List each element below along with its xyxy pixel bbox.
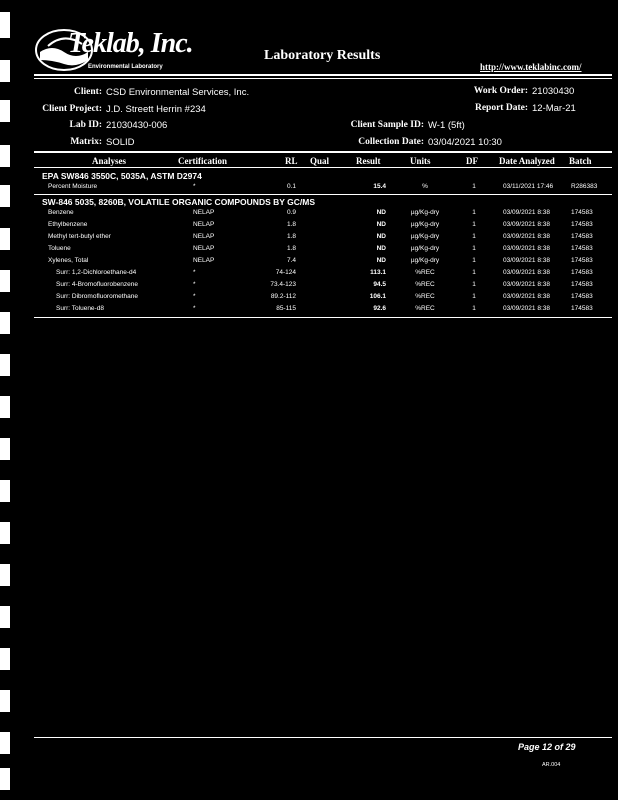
cell-batch: 174583 (571, 245, 593, 252)
cell-rl: 74-124 (275, 269, 296, 276)
strip-mark (0, 732, 10, 754)
strip-mark (0, 354, 10, 376)
strip-mark (0, 100, 10, 122)
footer-rule (34, 737, 612, 738)
cell-analysis: Ethylbenzene (48, 221, 88, 228)
table-row (0, 269, 618, 281)
strip-mark (0, 522, 10, 544)
table-row (0, 257, 618, 269)
cell-date-analyzed: 03/09/2021 8:38 (503, 209, 550, 216)
col-rl: RL (285, 156, 298, 166)
table-top-rule (34, 151, 612, 153)
cell-certification: NELAP (193, 233, 215, 240)
strip-mark (0, 396, 10, 418)
collection-date-label: Collection Date: (358, 137, 424, 147)
cell-batch: 174583 (571, 305, 593, 312)
lab-id-value: 21030430-006 (106, 120, 168, 131)
cell-analysis: Benzene (48, 209, 74, 216)
cell-df: 1 (472, 183, 476, 190)
cell-units: µg/Kg-dry (410, 233, 440, 240)
header-rule-thin (34, 78, 612, 79)
cell-units: % (422, 183, 428, 190)
strip-mark (0, 606, 10, 628)
cell-certification: * (193, 183, 196, 190)
footer-code: AR.004 (542, 762, 561, 768)
cell-result: ND (376, 245, 386, 252)
cell-df: 1 (472, 245, 476, 252)
table-bottom-rule (34, 317, 612, 318)
cell-units: µg/Kg-dry (410, 209, 440, 216)
cell-analysis: Percent Moisture (48, 183, 98, 190)
cell-certification: NELAP (193, 245, 215, 252)
cell-date-analyzed: 03/09/2021 8:38 (503, 245, 550, 252)
cell-units: %REC (415, 269, 435, 276)
client-label: Client: (74, 87, 102, 97)
client-sample-id-label: Client Sample ID: (350, 120, 424, 130)
cell-analysis: Xylenes, Total (48, 257, 89, 264)
cell-result: ND (376, 233, 386, 240)
table-row (0, 281, 618, 293)
strip-mark (0, 12, 10, 38)
cell-certification: * (193, 269, 196, 276)
cell-rl: 0.9 (286, 209, 296, 216)
cell-certification: * (193, 305, 196, 312)
col-result: Result (356, 156, 381, 166)
table-row (0, 233, 618, 245)
cell-certification: * (193, 293, 196, 300)
logo-subtitle: Environmental Laboratory (88, 64, 163, 70)
matrix-value: SOLID (106, 137, 135, 148)
client-sample-id-value: W-1 (5ft) (428, 120, 465, 131)
cell-certification: * (193, 281, 196, 288)
cell-date-analyzed: 03/09/2021 8:38 (503, 305, 550, 312)
cell-rl: 85-115 (276, 305, 296, 312)
cell-result: ND (376, 209, 386, 216)
cell-batch: 174583 (571, 293, 593, 300)
strip-mark (0, 145, 10, 167)
cell-rl: 1.8 (286, 245, 296, 252)
cell-batch: 174583 (571, 257, 593, 264)
strip-mark (0, 690, 10, 712)
cell-rl: 1.8 (286, 233, 296, 240)
report-date-value: 12-Mar-21 (532, 103, 576, 114)
cell-analysis: Toluene (48, 245, 71, 252)
cell-batch: 174583 (571, 233, 593, 240)
col-certification: Certification (178, 156, 227, 166)
cell-rl: 1.8 (286, 221, 296, 228)
section-title: SW-846 5035, 8260B, VOLATILE ORGANIC COMPOUNDS BY GC/MS (42, 197, 315, 207)
cell-certification: NELAP (193, 221, 215, 228)
cell-units: µg/Kg-dry (410, 257, 440, 264)
cell-df: 1 (472, 281, 476, 288)
page-number: Page 12 of 29 (518, 742, 576, 752)
cell-units: µg/Kg-dry (410, 245, 440, 252)
cell-result: 15.4 (373, 183, 386, 190)
table-row (0, 305, 618, 317)
cell-result: 94.5 (373, 281, 386, 288)
col-date-analyzed: Date Analyzed (499, 156, 555, 166)
matrix-label: Matrix: (70, 137, 102, 147)
logo (34, 24, 194, 76)
page-title: Laboratory Results (264, 48, 381, 63)
header-rule (34, 74, 612, 76)
table-row (0, 293, 618, 305)
strip-mark (0, 480, 10, 502)
logo-text: Teklab, Inc. (68, 28, 193, 59)
col-qual: Qual (310, 156, 330, 166)
cell-date-analyzed: 03/09/2021 8:38 (503, 221, 550, 228)
cell-result: 113.1 (370, 269, 386, 276)
col-units: Units (410, 156, 431, 166)
header-underline (34, 167, 612, 168)
cell-units: %REC (415, 281, 435, 288)
cell-date-analyzed: 03/09/2021 8:38 (503, 257, 550, 264)
client-project-label: Client Project: (42, 104, 102, 114)
cell-batch: R286383 (571, 183, 598, 190)
cell-date-analyzed: 03/11/2021 17:46 (503, 183, 554, 190)
cell-result: ND (376, 257, 386, 264)
cell-rl: 7.4 (286, 257, 296, 264)
work-order-label: Work Order: (473, 86, 528, 96)
cell-df: 1 (472, 233, 476, 240)
cell-analysis: Surr: 4-Bromofluorobenzene (56, 281, 139, 288)
strip-mark (0, 438, 10, 460)
cell-result: 92.6 (373, 305, 386, 312)
cell-date-analyzed: 03/09/2021 8:38 (503, 233, 550, 240)
strip-mark (0, 768, 10, 790)
cell-analysis: Surr: 1,2-Dichloroethane-d4 (56, 269, 137, 276)
cell-analysis: Surr: Dibromofluoromethane (56, 293, 139, 300)
work-order-value: 21030430 (532, 86, 575, 97)
header-url-link[interactable]: http://www.teklabinc.com/ (480, 62, 582, 72)
strip-mark (0, 648, 10, 670)
table-row (0, 221, 618, 233)
cell-date-analyzed: 03/09/2021 8:38 (503, 293, 550, 300)
cell-batch: 174583 (571, 221, 593, 228)
cell-batch: 174583 (571, 269, 593, 276)
cell-batch: 174583 (571, 209, 593, 216)
cell-rl: 89.2-112 (270, 293, 296, 300)
strip-mark (0, 564, 10, 586)
cell-df: 1 (472, 221, 476, 228)
cell-df: 1 (472, 209, 476, 216)
cell-rl: 73.4-123 (270, 281, 296, 288)
col-df: DF (466, 156, 478, 166)
cell-df: 1 (472, 305, 476, 312)
cell-df: 1 (472, 293, 476, 300)
lab-id-label: Lab ID: (69, 120, 102, 130)
cell-certification: NELAP (193, 257, 215, 264)
client-value: CSD Environmental Services, Inc. (106, 87, 250, 98)
cell-date-analyzed: 03/09/2021 8:38 (503, 269, 550, 276)
cell-result: ND (376, 221, 386, 228)
table-row (0, 245, 618, 257)
cell-analysis: Methyl tert-butyl ether (48, 233, 111, 240)
strip-mark (0, 60, 10, 82)
cell-df: 1 (472, 269, 476, 276)
col-analyses: Analyses (92, 156, 127, 166)
cell-analysis: Surr: Toluene-d8 (56, 305, 104, 312)
cell-rl: 0.1 (286, 183, 296, 190)
cell-batch: 174583 (571, 281, 593, 288)
client-project-value: J.D. Streett Herrin #234 (106, 104, 206, 115)
collection-date-value: 03/04/2021 10:30 (428, 137, 502, 148)
section-title: EPA SW846 3550C, 5035A, ASTM D2974 (42, 171, 202, 181)
col-batch: Batch (569, 156, 592, 166)
section-rule (34, 194, 612, 195)
cell-units: µg/Kg-dry (410, 221, 440, 228)
cell-units: %REC (415, 305, 435, 312)
cell-df: 1 (472, 257, 476, 264)
table-row (0, 209, 618, 221)
cell-date-analyzed: 03/09/2021 8:38 (503, 281, 550, 288)
report-date-label: Report Date: (474, 103, 528, 113)
cell-certification: NELAP (193, 209, 215, 216)
cell-result: 106.1 (369, 293, 386, 300)
cell-units: %REC (415, 293, 435, 300)
